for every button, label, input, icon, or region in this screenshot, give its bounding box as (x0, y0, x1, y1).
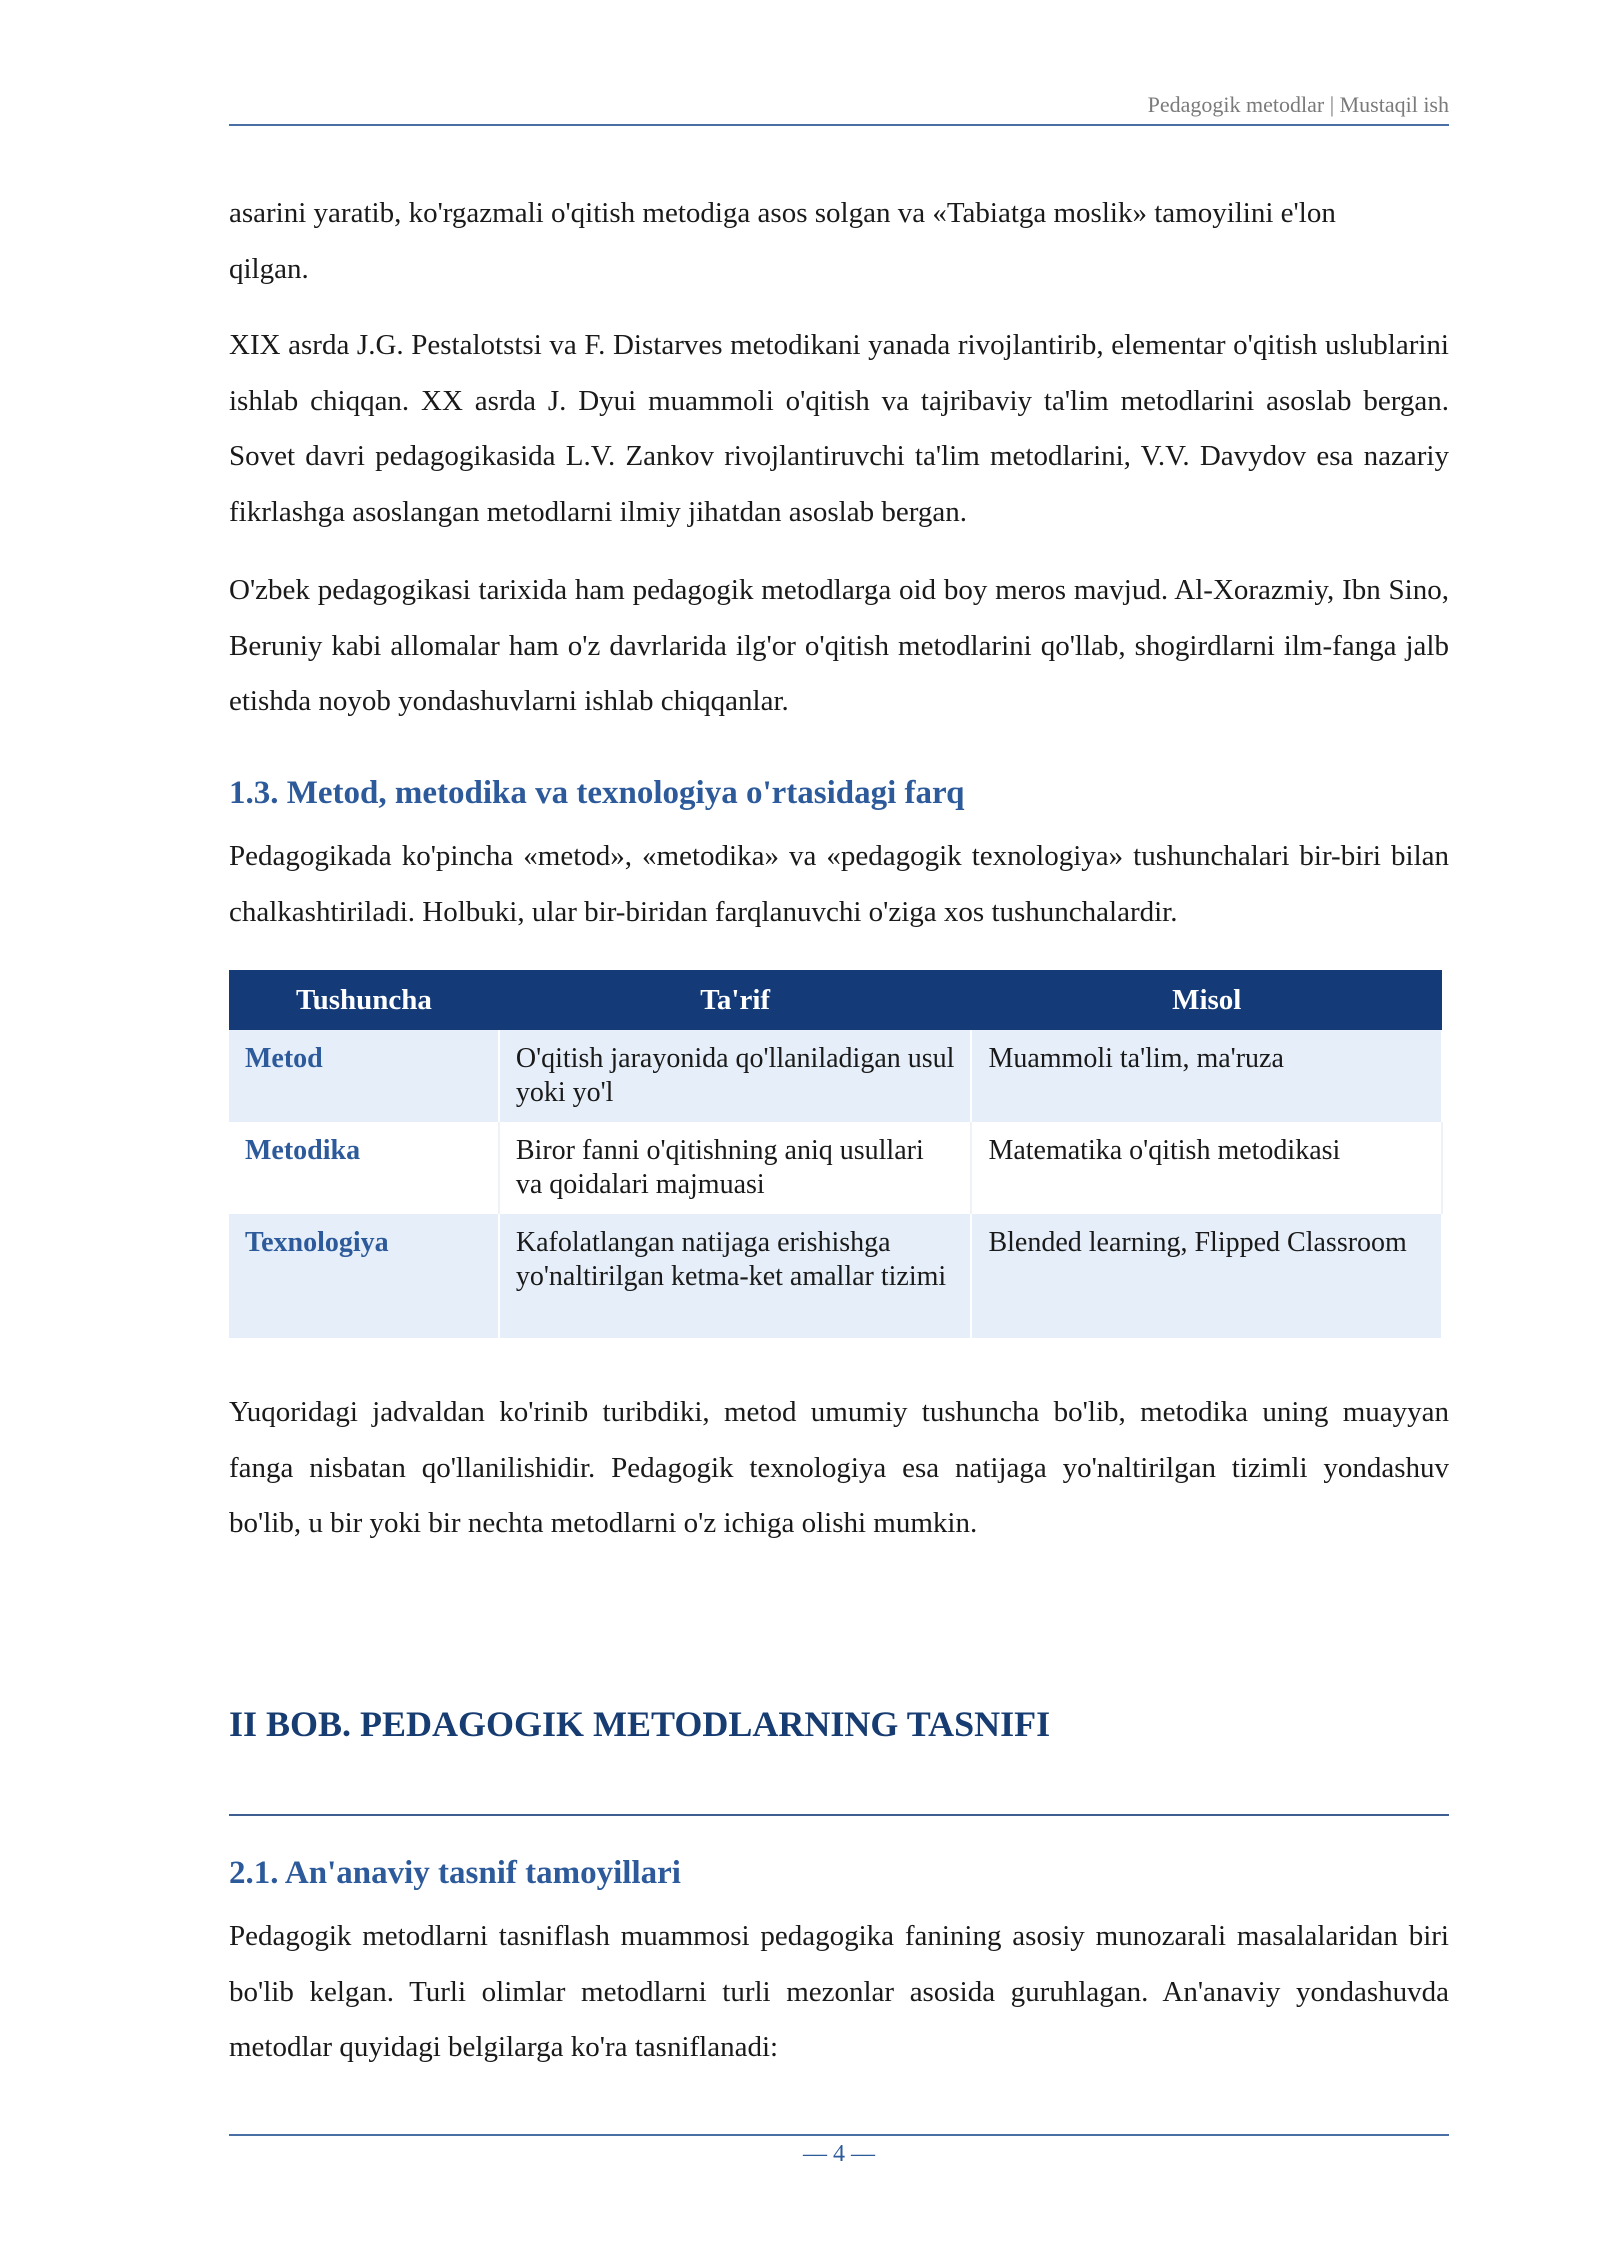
table-row (229, 1214, 1442, 1338)
table-cell-example: Blended learning, Flipped Classroom (971, 1214, 1442, 1338)
table-cell-definition: Biror fanni o'qitishning aniq usullari va qoidalari majmuasi (499, 1122, 972, 1214)
table-cell-term: Texnologiya (229, 1214, 499, 1338)
header-rule (229, 124, 1449, 126)
table-cell-definition: O'qitish jarayonida qo'llaniladigan usul yoki yo'l (499, 1030, 972, 1122)
table-header-row (229, 970, 1442, 1030)
table-cell-definition: Kafolatlangan natijaga erishishga yo'naltirilgan ketma-ket amallar tizimi (499, 1214, 972, 1338)
paragraph-6: Pedagogik metodlarni tasniflash muammosi pedagogika fanining asosiy munozarali masalalaridan biri bo'lib kelgan. Turli olimlar metodlarni turli mezonlar asosida guruhlagan. An'anaviy yondashuvda metodlar quyidagi belgilarga ko'ra tasniflanadi: (229, 1920, 1449, 2063)
chapter-rule (229, 1814, 1449, 1816)
paragraph-1 (229, 186, 1449, 297)
page-number: — 4 — (803, 2141, 875, 2167)
running-header: Pedagogik metodlar | Mustaqil ish (1147, 92, 1449, 117)
table-row (229, 1122, 1442, 1214)
section-heading-2-1: 2.1. An'anaviy tasnif tamoyillari (229, 1855, 681, 1891)
table-cell-term: Metod (229, 1030, 499, 1122)
table-header-example: Misol (971, 970, 1442, 1030)
concepts-table (229, 970, 1443, 1338)
table-row (229, 1030, 1442, 1122)
footer-rule (229, 2134, 1449, 2136)
paragraph-1-line-1: asarini yaratib, ko'rgazmali o'qitish metodiga asos solgan va «Tabiatga moslik» tamoyilini e'lon (229, 197, 1336, 229)
paragraph-3: O'zbek pedagogikasi tarixida ham pedagogik metodlarga oid boy meros mavjud. Al-Xorazmiy, Ibn Sino, Beruniy kabi allomalar ham o'z davrlarida ilg'or o'qitish metodlarini qo'llab, shogirdlarni ilm-fanga jalb etishda noyob yondashuvlarni ishlab chiqqanlar. (229, 574, 1449, 717)
paragraph-5: Yuqoridagi jadvaldan ko'rinib turibdiki, metod umumiy tushuncha bo'lib, metodika uning muayyan fanga nisbatan qo'llanilishidir. Pedagogik texnologiya esa natijaga yo'naltirilgan tizimli yondashuv bo'lib, u bir yoki bir nechta metodlarni o'z ichiga olishi mumkin. (229, 1396, 1449, 1539)
paragraph-1-line-2: qilgan. (229, 252, 309, 285)
paragraph-4: Pedagogikada ko'pincha «metod», «metodika» va «pedagogik texnologiya» tushunchalari bir-biri bilan chalkashtiriladi. Holbuki, ular bir-biridan farqlanuvchi o'ziga xos tushunchalardir. (229, 840, 1449, 928)
chapter-heading: II BOB. PEDAGOGIK METODLARNING TASNIFI (229, 1704, 1051, 1744)
table-header-term: Tushuncha (229, 970, 499, 1030)
paragraph-2: XIX asrda J.G. Pestalotstsi va F. Distarves metodikani yanada rivojlantirib, elementar o'qitish uslublarini ishlab chiqqan. XX asrda J. Dyui muammoli o'qitish va tajribaviy ta'lim metodlarini asoslab bergan. Sovet davri pedagogikasida L.V. Zankov rivojlantiruvchi ta'lim metodlarini, V.V. Davydov esa nazariy fikrlashga asoslangan metodlarni ilmiy jihatdan asoslab bergan. (229, 329, 1449, 528)
section-heading-1-3: 1.3. Metod, metodika va texnologiya o'rtasidagi farq (229, 775, 965, 811)
table-cell-example: Muammoli ta'lim, ma'ruza (971, 1030, 1442, 1122)
table-cell-example: Matematika o'qitish metodikasi (971, 1122, 1442, 1214)
table-header-definition: Ta'rif (499, 970, 972, 1030)
document-page (229, 0, 1449, 2262)
table-cell-term: Metodika (229, 1122, 499, 1214)
